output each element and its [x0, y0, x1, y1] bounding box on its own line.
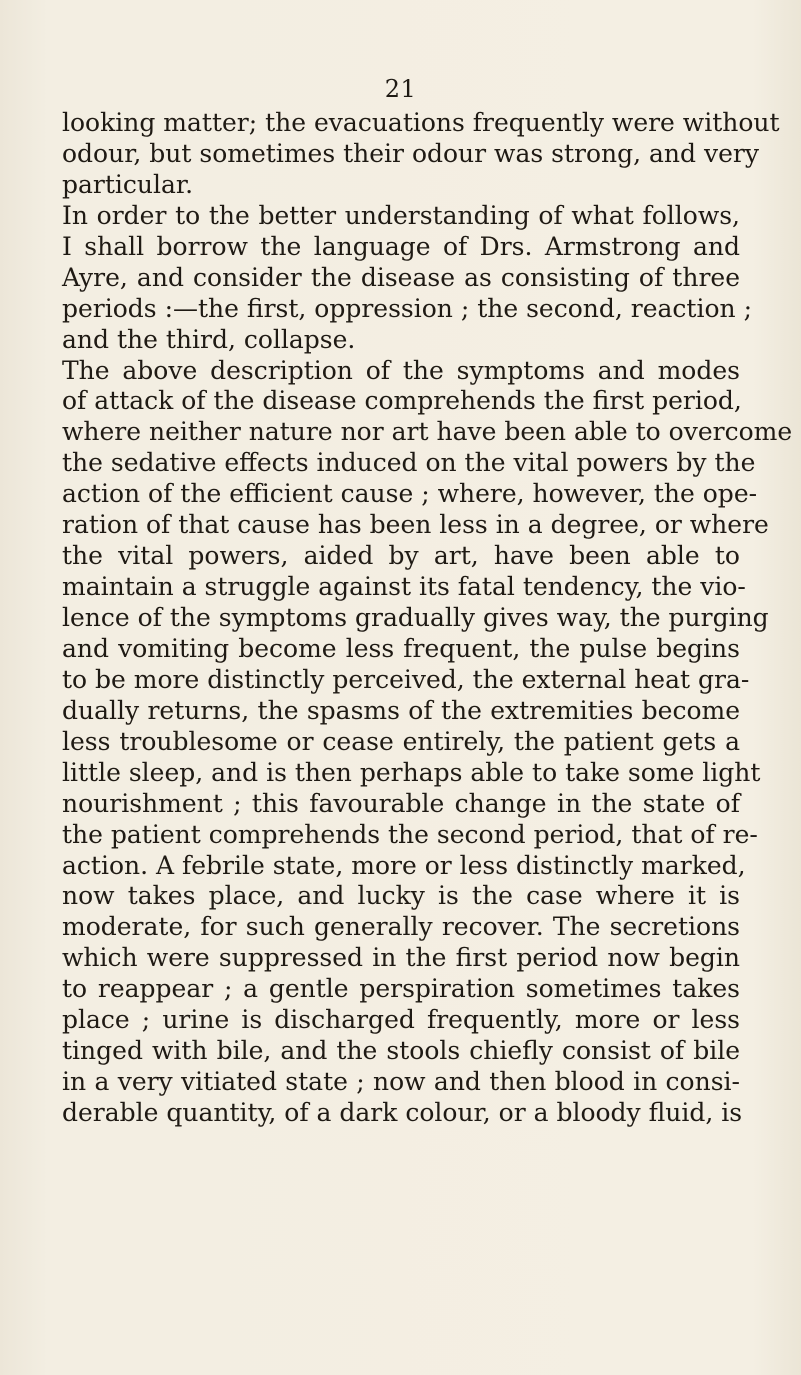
text-line: Ayre, and consider the disease as consisting of three	[62, 262, 740, 292]
text-line: the vital powers, aided by art, have been able to	[62, 541, 740, 571]
text-line: and the third, collapse.	[62, 324, 356, 354]
page-number: 21	[384, 75, 417, 103]
text-line: action of the efficient cause ; where, however, the ope-	[62, 479, 758, 509]
text-line: lence of the symptoms gradually gives way, the purging	[62, 603, 769, 632]
text-line: the sedative effects induced on the vital powers by the	[62, 448, 756, 478]
text-line: particular.	[62, 169, 194, 199]
text-line: and vomiting become less frequent, the pulse begins	[62, 633, 740, 663]
text-line: little sleep, and is then perhaps able to take some light	[62, 757, 761, 787]
text-line: now takes place, and lucky is the case where it is	[62, 881, 740, 911]
text-line: where neither nature nor art have been able to overcome	[62, 417, 793, 447]
text-line: In order to the better understanding of what follows,	[62, 200, 740, 230]
text-line: less troublesome or cease entirely, the patient gets a	[62, 726, 740, 756]
text-line: tinged with bile, and the stools chiefly consist of bile	[62, 1036, 740, 1066]
text-line: odour, but sometimes their odour was strong, and very	[62, 138, 759, 168]
text-line: in a very vitiated state ; now and then blood in consi-	[62, 1067, 740, 1097]
text-line: of attack of the disease comprehends the first period,	[62, 386, 742, 416]
text-line: moderate, for such generally recover. The secretions	[62, 912, 740, 942]
text-line: place ; urine is discharged frequently, more or less	[62, 1005, 740, 1035]
text-line: periods :—the first, oppression ; the second, reaction ;	[62, 293, 752, 323]
text-line: dually returns, the spasms of the extremities become	[62, 695, 740, 725]
body-text	[62, 108, 793, 1129]
text-line: the patient comprehends the second period, that of re-	[62, 819, 758, 849]
text-line: looking matter; the evacuations frequently were without	[62, 108, 780, 137]
text-line: The above description of the symptoms and modes	[62, 355, 740, 385]
text-line: action. A febrile state, more or less distinctly marked,	[62, 850, 746, 880]
text-line: derable quantity, of a dark colour, or a bloody fluid, is	[62, 1098, 743, 1127]
text-line: maintain a struggle against its fatal tendency, the vio-	[62, 572, 746, 602]
text-line: to reappear ; a gentle perspiration sometimes takes	[62, 974, 740, 1004]
text-line: ration of that cause has been less in a degree, or where	[62, 510, 769, 540]
text-line: I shall borrow the language of Drs. Armstrong and	[62, 231, 740, 261]
text-line: to be more distinctly perceived, the external heat gra-	[62, 664, 750, 694]
text-line: which were suppressed in the first period now begin	[62, 943, 740, 973]
text-line: nourishment ; this favourable change in the state of	[62, 788, 740, 818]
